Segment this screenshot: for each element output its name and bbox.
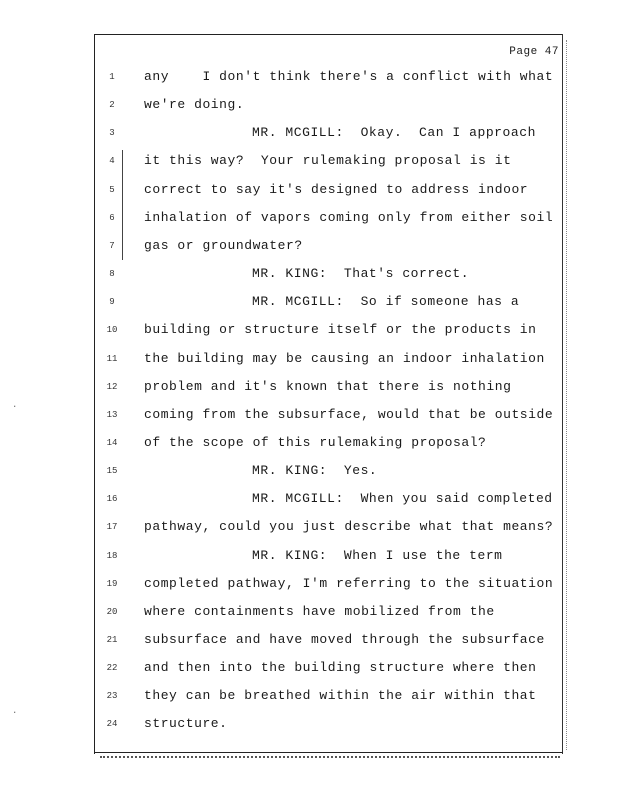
page-border-top bbox=[95, 34, 563, 35]
transcript-line bbox=[100, 687, 560, 705]
line-number: 10 bbox=[106, 325, 118, 336]
transcript-line bbox=[100, 631, 560, 649]
footer-strip bbox=[100, 756, 560, 761]
transcript-line bbox=[100, 152, 560, 170]
page-border-left bbox=[94, 34, 95, 754]
line-text: coming from the subsurface, would that be outside bbox=[144, 406, 554, 422]
transcript-line bbox=[100, 237, 560, 255]
line-number: 24 bbox=[106, 719, 118, 730]
transcript-line bbox=[100, 321, 560, 339]
line-number: 3 bbox=[109, 128, 115, 139]
line-text: correct to say it's designed to address indoor bbox=[144, 181, 529, 197]
transcript-line bbox=[100, 462, 560, 480]
line-number: 20 bbox=[106, 606, 118, 617]
line-number: 4 bbox=[109, 156, 115, 167]
line-number: 21 bbox=[106, 635, 118, 645]
line-number: 17 bbox=[106, 522, 118, 533]
line-number: 13 bbox=[106, 409, 118, 420]
line-text: MR. MCGILL: So if someone has a bbox=[252, 294, 520, 310]
line-number: 18 bbox=[106, 550, 118, 561]
line-text: MR. KING: Yes. bbox=[252, 463, 378, 479]
line-number: 23 bbox=[106, 691, 118, 702]
line-number: 11 bbox=[106, 353, 118, 364]
transcript-line bbox=[100, 547, 560, 565]
line-number: 15 bbox=[106, 466, 118, 477]
line-number: 1 bbox=[109, 72, 115, 82]
line-text: where containments have mobilized from the bbox=[144, 603, 495, 619]
line-text: the building may be causing an indoor inhalation bbox=[144, 350, 545, 366]
transcript-line bbox=[100, 575, 560, 593]
line-text: problem and it's known that there is nothing bbox=[144, 378, 512, 394]
transcript-line bbox=[100, 434, 560, 452]
line-text: MR. KING: That's correct. bbox=[252, 266, 470, 281]
line-number: 19 bbox=[106, 578, 118, 589]
scan-speck: · bbox=[12, 402, 18, 412]
transcript-line bbox=[100, 293, 560, 311]
transcript-line bbox=[100, 406, 560, 424]
transcript-line bbox=[100, 124, 560, 142]
line-number: 6 bbox=[109, 212, 115, 223]
transcript-line bbox=[100, 490, 560, 508]
page-border-bottom bbox=[94, 752, 563, 753]
page-border-right-dotted bbox=[566, 40, 567, 750]
line-text: it this way? Your rulemaking proposal is it bbox=[144, 153, 512, 169]
line-text: MR. KING: When I use the term bbox=[252, 547, 503, 563]
line-number: 22 bbox=[106, 663, 118, 674]
line-text: any I don't think there's a conflict with what bbox=[144, 69, 554, 84]
line-text: completed pathway, I'm referring to the situation bbox=[144, 575, 554, 591]
line-number: 8 bbox=[109, 269, 115, 279]
line-text: inhalation of vapors coming only from either soil bbox=[144, 209, 554, 225]
transcript-line bbox=[100, 68, 560, 86]
line-text: gas or groundwater? bbox=[144, 237, 303, 253]
transcript-line bbox=[100, 265, 560, 283]
page-border-right bbox=[562, 34, 563, 754]
line-number: 2 bbox=[109, 100, 115, 111]
line-text: subsurface and have moved through the subsurface bbox=[144, 632, 545, 647]
transcript-line bbox=[100, 518, 560, 536]
scan-speck: · bbox=[12, 708, 18, 718]
line-text: pathway, could you just describe what that means? bbox=[144, 519, 554, 535]
transcript-line bbox=[100, 378, 560, 396]
page-number: Page 47 bbox=[509, 46, 559, 58]
line-number: 16 bbox=[106, 494, 118, 505]
line-number: 14 bbox=[106, 437, 118, 448]
line-text: of the scope of this rulemaking proposal? bbox=[144, 434, 487, 450]
transcript-line bbox=[100, 181, 560, 199]
line-text: MR. MCGILL: Okay. Can I approach bbox=[252, 125, 536, 141]
line-number: 7 bbox=[109, 240, 115, 251]
line-number: 9 bbox=[109, 297, 115, 308]
line-text: structure. bbox=[144, 716, 228, 732]
transcript-line bbox=[100, 659, 560, 677]
line-number: 12 bbox=[106, 381, 118, 392]
line-number: 5 bbox=[109, 184, 115, 195]
transcript-line bbox=[100, 715, 560, 733]
transcript-line bbox=[100, 350, 560, 368]
transcript-line bbox=[100, 603, 560, 621]
line-text: building or structure itself or the products in bbox=[144, 322, 537, 338]
line-text: we're doing. bbox=[144, 97, 245, 113]
line-text: MR. MCGILL: When you said completed bbox=[252, 491, 553, 507]
line-text: and then into the building structure where then bbox=[144, 660, 537, 676]
transcript-line bbox=[100, 96, 560, 114]
line-text: they can be breathed within the air within that bbox=[144, 688, 537, 704]
transcript-line bbox=[100, 209, 560, 227]
